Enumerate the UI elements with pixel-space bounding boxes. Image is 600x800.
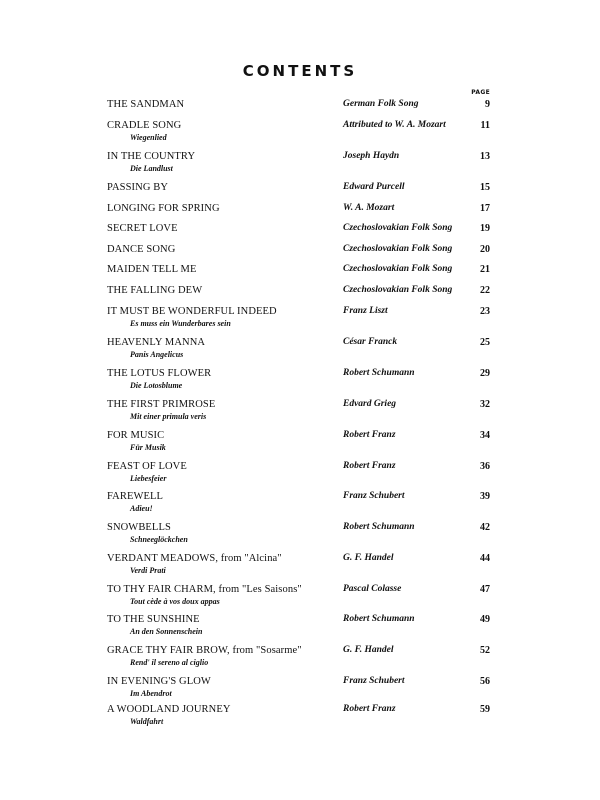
composer-name: German Folk Song — [343, 99, 419, 109]
composer-name: Robert Schumann — [343, 522, 415, 532]
composer-name: César Franck — [343, 337, 398, 347]
song-title: GRACE THY FAIR BROW, from "Sosarme" — [107, 645, 302, 656]
composer-name: G. F. Handel — [343, 645, 394, 655]
song-title: IN EVENING'S GLOW — [107, 676, 211, 687]
toc-entry — [0, 584, 600, 612]
composer-name: G. F. Handel — [343, 553, 394, 563]
song-title: TO THE SUNSHINE — [107, 614, 200, 625]
song-subtitle: Im Abendrot — [130, 689, 172, 698]
composer-name: Franz Schubert — [343, 491, 405, 501]
page-number: 25 — [480, 337, 490, 348]
toc-entry — [0, 704, 600, 732]
song-subtitle: Wiegenlied — [130, 133, 167, 142]
composer-name: Attributed to W. A. Mozart — [343, 120, 446, 130]
composer-name: Czechoslovakian Folk Song — [343, 264, 453, 274]
page-number: 11 — [480, 120, 490, 131]
toc-entry — [0, 306, 600, 334]
song-title: FOR MUSIC — [107, 430, 165, 441]
song-title: CRADLE SONG — [107, 120, 182, 131]
toc-entry — [0, 645, 600, 673]
composer-name: Robert Schumann — [343, 368, 415, 378]
song-subtitle: Schneeglöckchen — [130, 535, 188, 544]
composer-name: Joseph Haydn — [343, 151, 400, 161]
song-subtitle: Die Lotosblume — [130, 381, 183, 390]
song-title: A WOODLAND JOURNEY — [107, 704, 231, 715]
page-number: 32 — [480, 399, 490, 410]
toc-entry — [0, 337, 600, 365]
page-column-header: PAGE — [471, 89, 490, 96]
song-subtitle: Adieu! — [130, 504, 153, 513]
song-subtitle: Liebesfeier — [130, 474, 167, 483]
toc-entry — [0, 522, 600, 550]
page-number: 39 — [480, 491, 490, 502]
composer-name: Robert Franz — [343, 461, 396, 471]
song-subtitle: Verdi Prati — [130, 566, 166, 575]
composer-name: Czechoslovakian Folk Song — [343, 285, 453, 295]
page-number: 34 — [480, 430, 490, 441]
page-number: 19 — [480, 223, 490, 234]
page-number: 42 — [480, 522, 490, 533]
song-title: THE LOTUS FLOWER — [107, 368, 212, 379]
toc-entry — [0, 553, 600, 581]
page-number: 17 — [480, 203, 490, 214]
song-title: FAREWELL — [107, 491, 164, 502]
page-number: 22 — [480, 285, 490, 296]
composer-name: Franz Schubert — [343, 676, 405, 686]
song-title: TO THY FAIR CHARM, from "Les Saisons" — [107, 584, 302, 595]
composer-name: Robert Franz — [343, 430, 396, 440]
song-title: LONGING FOR SPRING — [107, 203, 220, 214]
page-number: 13 — [480, 151, 490, 162]
song-title: SNOWBELLS — [107, 522, 171, 533]
page-number: 47 — [480, 584, 490, 595]
song-subtitle: Tout cède à vos doux appas — [130, 597, 220, 606]
song-title: MAIDEN TELL ME — [107, 264, 197, 275]
toc-entry — [0, 151, 600, 179]
song-title: THE SANDMAN — [107, 99, 185, 110]
song-subtitle: Mit einer primula veris — [130, 412, 207, 421]
toc-entry — [0, 368, 600, 396]
page-number: 36 — [480, 461, 490, 472]
toc-entry — [0, 676, 600, 704]
composer-name: W. A. Mozart — [343, 203, 395, 213]
page-number: 44 — [480, 553, 490, 564]
song-subtitle: Die Landlust — [130, 164, 173, 173]
composer-name: Robert Schumann — [343, 614, 415, 624]
song-subtitle: Waldfahrt — [130, 717, 164, 726]
composer-name: Robert Franz — [343, 704, 396, 714]
page-number: 29 — [480, 368, 490, 379]
toc-entry — [0, 491, 600, 519]
page-number: 49 — [480, 614, 490, 625]
song-title: HEAVENLY MANNA — [107, 337, 206, 348]
page-number: 59 — [480, 704, 490, 715]
song-title: THE FIRST PRIMROSE — [107, 399, 216, 410]
composer-name: Edvard Grieg — [343, 399, 397, 409]
composer-name: Czechoslovakian Folk Song — [343, 223, 453, 233]
song-title: IT MUST BE WONDERFUL INDEED — [107, 306, 277, 317]
page-number: 21 — [480, 264, 490, 275]
toc-entry — [0, 430, 600, 458]
page-number: 20 — [480, 244, 490, 255]
composer-name: Edward Purcell — [343, 182, 405, 192]
toc-entry — [0, 461, 600, 489]
song-subtitle: Rend' il sereno al ciglio — [130, 658, 209, 667]
song-title: THE FALLING DEW — [107, 285, 203, 296]
page-number: 9 — [485, 99, 490, 110]
song-title: IN THE COUNTRY — [107, 151, 196, 162]
song-subtitle: Panis Angelicus — [130, 350, 184, 359]
toc-entry — [0, 120, 600, 148]
page-number: 52 — [480, 645, 490, 656]
composer-name: Czechoslovakian Folk Song — [343, 244, 453, 254]
composer-name: Pascal Colasse — [343, 584, 402, 594]
song-subtitle: Für Musik — [130, 443, 166, 452]
song-title: DANCE SONG — [107, 244, 176, 255]
song-title: FEAST OF LOVE — [107, 461, 187, 472]
page-title: CONTENTS — [242, 62, 358, 80]
song-title: PASSING BY — [107, 182, 169, 193]
toc-entry — [0, 399, 600, 427]
song-subtitle: Es muss ein Wunderbares sein — [130, 319, 231, 328]
page-number: 23 — [480, 306, 490, 317]
song-subtitle: An den Sonnenschein — [130, 627, 203, 636]
page-number: 15 — [480, 182, 490, 193]
toc-entry — [0, 614, 600, 642]
composer-name: Franz Liszt — [343, 306, 388, 316]
song-title: SECRET LOVE — [107, 223, 178, 234]
song-title: VERDANT MEADOWS, from "Alcina" — [107, 553, 282, 564]
page-number: 56 — [480, 676, 490, 687]
